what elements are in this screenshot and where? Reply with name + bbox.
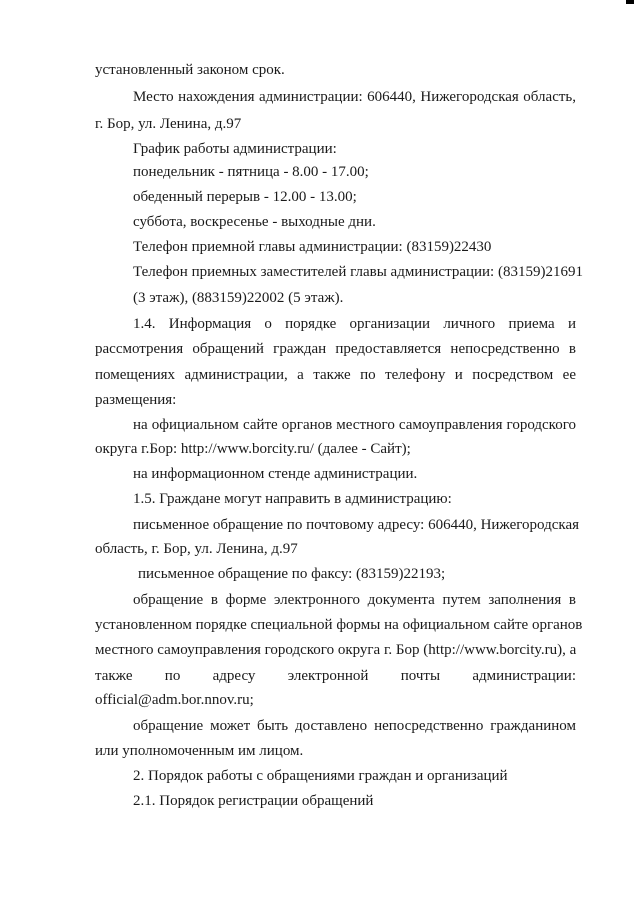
text-line: Телефон приемных заместителей главы администрации: (83159)21691 bbox=[133, 264, 583, 280]
text-line: установленном порядке специальной формы на официальном сайте органов bbox=[95, 617, 583, 633]
text-line: понедельник - пятница - 8.00 - 17.00; bbox=[133, 164, 369, 180]
text-line: Телефон приемной главы администрации: (83159)22430 bbox=[133, 239, 492, 255]
text-line: установленный законом срок. bbox=[95, 62, 285, 78]
text-line: 1.5. Граждане могут направить в администрацию: bbox=[133, 491, 452, 507]
text-line: письменное обращение по почтовому адресу: 606440, Нижегородская bbox=[133, 517, 580, 533]
text-line: (3 этаж), (883159)22002 (5 этаж). bbox=[133, 290, 344, 306]
text-line: обращение в форме электронного документа путем заполнения в bbox=[133, 592, 576, 608]
scan-corner-mark bbox=[626, 0, 634, 4]
text-line: Место нахождения администрации: 606440, Нижегородская область, bbox=[133, 89, 576, 105]
text-line: местного самоуправления городского округа г. Бор (http://www.borcity.ru), а bbox=[95, 642, 577, 658]
text-line: округа г.Бор: http://www.borcity.ru/ (далее - Сайт); bbox=[95, 441, 411, 457]
text-line: или уполномоченным им лицом. bbox=[95, 743, 304, 759]
text-line: обеденный перерыв - 12.00 - 13.00; bbox=[133, 189, 357, 205]
text-line: на официальном сайте органов местного самоуправления городского bbox=[133, 417, 576, 433]
text-line: также по адресу электронной почты администрации: bbox=[95, 668, 576, 684]
text-line: обращение может быть доставлено непосредственно гражданином bbox=[133, 718, 576, 734]
text-line: область, г. Бор, ул. Ленина, д.97 bbox=[95, 541, 298, 557]
text-line: суббота, воскресенье - выходные дни. bbox=[133, 214, 376, 230]
text-line: official@adm.bor.nnov.ru; bbox=[95, 692, 254, 708]
section-heading: 2. Порядок работы с обращениями граждан и организаций bbox=[133, 768, 508, 784]
text-line: График работы администрации: bbox=[133, 141, 337, 157]
text-line: г. Бор, ул. Ленина, д.97 bbox=[95, 116, 242, 132]
subsection-heading: 2.1. Порядок регистрации обращений bbox=[133, 793, 374, 809]
text-line: размещения: bbox=[95, 392, 177, 408]
text-line: на информационном стенде администрации. bbox=[133, 466, 418, 482]
text-line: письменное обращение по факсу: (83159)22193; bbox=[138, 566, 446, 582]
text-line: рассмотрения обращений граждан предоставляется непосредственно в bbox=[95, 341, 576, 357]
text-line: помещениях администрации, а также по телефону и посредством ее bbox=[95, 367, 576, 383]
text-line: 1.4. Информация о порядке организации личного приема и bbox=[133, 316, 576, 332]
